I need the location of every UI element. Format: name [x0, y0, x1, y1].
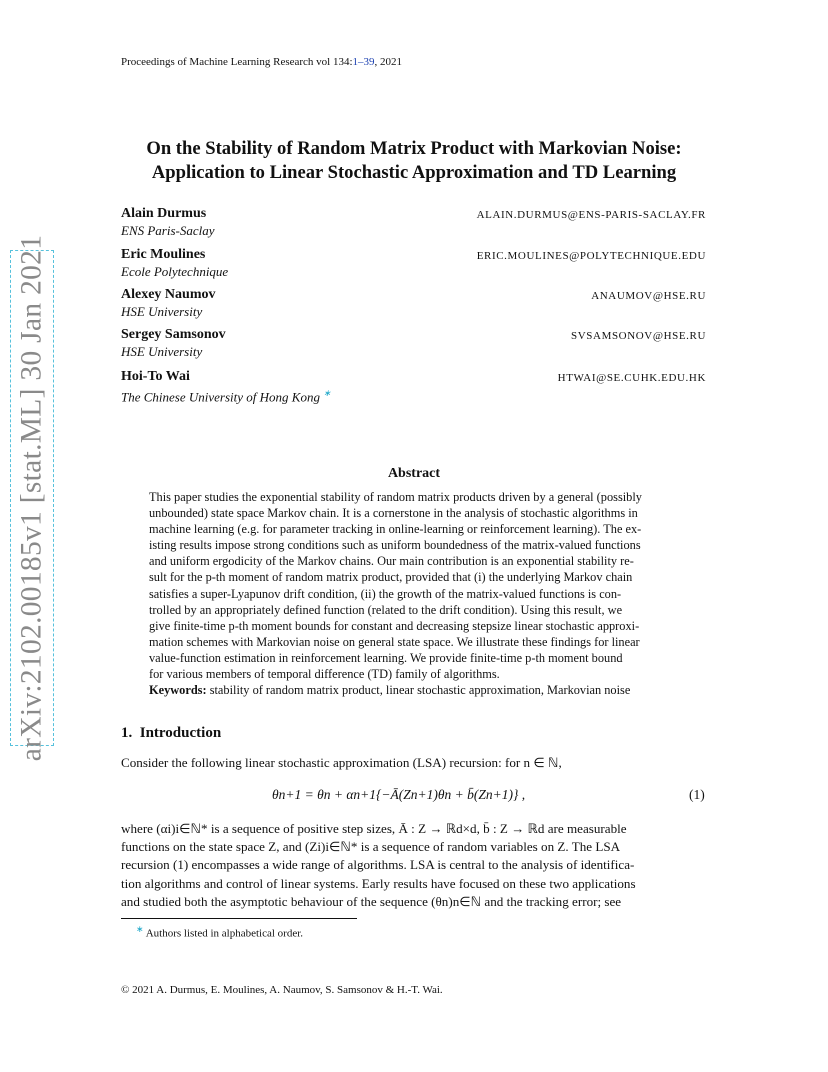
abstract-line: and uniform ergodicity of the Markov chains. Our main contribution is an exponential stability re-	[149, 554, 634, 569]
intro-paragraph-2	[121, 820, 707, 911]
abstract-line: sult for the p-th moment of random matrix product, provided that (i) the underlying Markov chain	[149, 570, 633, 585]
body-line: and studied both the asymptotic behaviour of the sequence (θn)n∈ℕ and the tracking error; see	[121, 893, 622, 909]
author-email[interactable]: ERIC.MOULINES@POLYTECHNIQUE.EDU	[476, 250, 706, 262]
body-line: functions on the state space Z, and (Zi)i∈ℕ* is a sequence of random variables on Z. The LSA	[121, 839, 621, 855]
abstract-body	[149, 489, 709, 698]
author-email[interactable]: ALAIN.DURMUS@ENS-PARIS-SACLAY.FR	[476, 209, 706, 221]
author-affiliation: ENS Paris-Saclay	[121, 223, 215, 238]
section-heading	[121, 725, 221, 742]
footnote	[136, 924, 303, 940]
abstract-line: machine learning (e.g. for parameter tracking in online-learning or reinforcement learning). The ex-	[149, 522, 642, 537]
body-line: tion algorithms and control of linear systems. Early results have focused on these two applications	[121, 875, 636, 891]
paper-title	[80, 137, 748, 185]
journal-header-text: Proceedings of Machine Learning Research vol 134:	[121, 56, 353, 68]
abstract-line: trolled by an appropriately defined function (related to the drift condition). Using this result, we	[149, 602, 623, 617]
body-line: Consider the following linear stochastic approximation (LSA) recursion: for n ∈ ℕ,	[121, 755, 562, 770]
footnote-marker-link[interactable]: ∗	[323, 388, 331, 398]
abstract-line: mation schemes with Markovian noise on general state space. We illustrate these findings for linear	[149, 634, 640, 649]
abstract-line: isting results impose strong conditions such as uniform boundedness of the matrix-valued functions	[149, 538, 641, 553]
title-line-1: On the Stability of Random Matrix Product with Markovian Noise:	[146, 138, 682, 159]
abstract-line: unbounded) state space Markov chain. It is a cornerstone in the analysis of stochastic algorithms in	[149, 506, 638, 521]
footnote-rule	[121, 918, 357, 919]
affiliation-text: The Chinese University of Hong Kong	[121, 389, 320, 405]
keywords-label: Keywords:	[149, 683, 207, 698]
author-name: Eric Moulines	[121, 247, 206, 262]
title-line-2: Application to Linear Stochastic Approximation and TD Learning	[151, 162, 677, 183]
abstract-line: for various members of temporal difference (TD) family of algorithms.	[149, 667, 500, 682]
abstract-heading: Abstract	[387, 466, 441, 481]
author-affiliation: HSE University	[121, 344, 203, 359]
author-email[interactable]: HTWAI@SE.CUHK.EDU.HK	[557, 372, 706, 384]
author-affiliation: Ecole Polytechnique	[121, 264, 229, 279]
keywords-line	[149, 682, 709, 698]
abstract-line: value-function estimation in reinforcement learning. We provide finite-time p-th moment bound	[149, 650, 623, 665]
abstract-line: satisfies a super-Lyapunov drift condition, (ii) the growth of the matrix-valued functions is con-	[149, 586, 622, 601]
intro-paragraph-1	[121, 754, 707, 772]
page-range-link[interactable]: 1–39	[352, 56, 375, 68]
journal-header	[121, 56, 402, 68]
arxiv-identifier[interactable]: arXiv:2102.00185v1 [stat.ML] 30 Jan 2021	[15, 234, 48, 762]
author-email[interactable]: SVSAMSONOV@HSE.RU	[571, 330, 706, 342]
footnote-mark: ∗	[136, 924, 144, 934]
author-affiliation: HSE University	[121, 304, 203, 319]
equation-body: θn+1 = θn + αn+1{−Ā(Zn+1)θn + b̄(Zn+1)} ,	[272, 787, 526, 802]
author-affiliation	[121, 388, 331, 405]
abstract-line: This paper studies the exponential stability of random matrix products driven by a general (possibly	[149, 490, 642, 504]
body-line: recursion (1) encompasses a wide range of algorithms. LSA is central to the analysis of identifica-	[121, 857, 635, 873]
section-title: Introduction	[139, 725, 222, 741]
abstract-line: give finite-time p-th moment bounds for constant and decreasing stepsize linear stochastic approxi-	[149, 618, 640, 633]
author-email[interactable]: ANAUMOV@HSE.RU	[591, 290, 706, 302]
equation-number: (1)	[689, 787, 705, 802]
keywords-text: stability of random matrix product, linear stochastic approximation, Markovian noise	[209, 683, 631, 698]
author-name: Alexey Naumov	[121, 287, 216, 302]
author-name: Hoi-To Wai	[121, 369, 190, 384]
author-name: Sergey Samsonov	[121, 327, 226, 342]
footnote-text: Authors listed in alphabetical order.	[145, 927, 304, 940]
author-name: Alain Durmus	[121, 206, 207, 221]
body-line: where (αi)i∈ℕ* is a sequence of positive step sizes, Ā : Z → ℝd×d, b̄ : Z → ℝd are measurable	[121, 821, 627, 836]
section-number: 1.	[121, 725, 133, 741]
copyright-notice: © 2021 A. Durmus, E. Moulines, A. Naumov, S. Samsonov & H.-T. Wai.	[121, 984, 443, 996]
journal-header-year: , 2021	[374, 56, 403, 68]
